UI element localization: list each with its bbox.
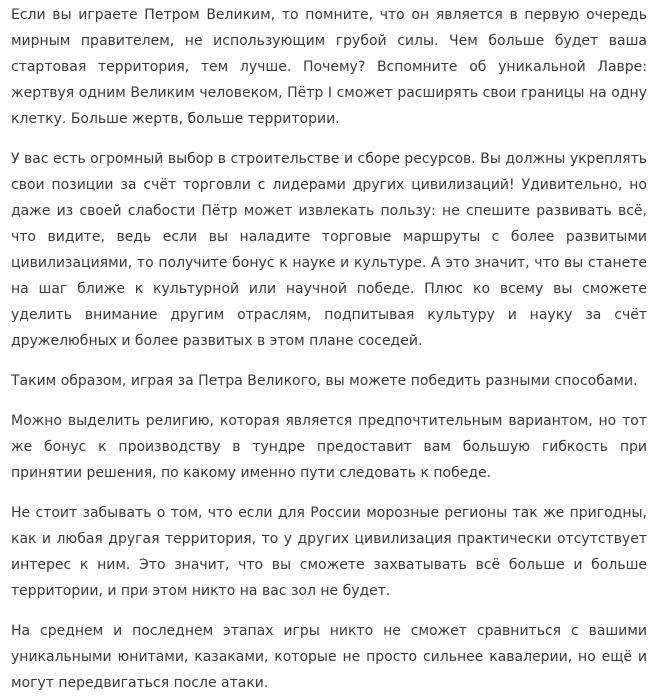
- paragraph-2: У вас есть огромный выбор в строительстве и сборе ресурсов. Вы должны укреплять свои позиции за счёт торговли с лидерами других цивилизаций! Удивительно, но даже из своей слабости Пётр может извлекать пользу: не спешите развивать всё, что видите, ведь если вы наладите торговые маршруты с более развитыми цивилизациями, то получите бонус к науке и культуре. А это значит, что вы станете на шаг ближе к культурной или научной победе. Плюс ко всему вы сможете уделить внимание другим отраслям, подпитывая культуру и науку за счёт дружелюбных и более развитых в этом плане соседей.: [11, 151, 647, 349]
- paragraph-3: Таким образом, играя за Петра Великого, вы можете победить разными способами.: [11, 373, 638, 389]
- paragraph-6: На среднем и последнем этапах игры никто не сможет сравниться с вашими уникальными юнитами, казаками, которые не просто сильнее кавалерии, но ещё и могут передвигаться после атаки.: [11, 623, 647, 691]
- paragraph-5: Не стоит забывать о том, что если для России морозные регионы так же пригодны, как и любая другая территория, то у других цивилизация практически отсутствует интерес к ним. Это значит, что вы сможете захватывать всё больше и больше территории, и при этом никто на вас зол не будет.: [11, 505, 647, 599]
- paragraph-4: Можно выделить религию, которая является предпочтительным вариантом, но тот же бонус к производству в тундре предоставит вам большую гибкость при принятии решения, по какому именно пути следовать к победе.: [11, 413, 647, 481]
- paragraph-1: Если вы играете Петром Великим, то помните, что он является в первую очередь мирным правителем, не использующим грубой силы. Чем больше будет ваша стартовая территория, тем лучше. Почему? Вспомните об уникальной Лавре: жертвуя одним Великим человеком, Пётр I сможет расширять свои границы на одну клетку. Больше жертв, больше территории.: [11, 7, 647, 127]
